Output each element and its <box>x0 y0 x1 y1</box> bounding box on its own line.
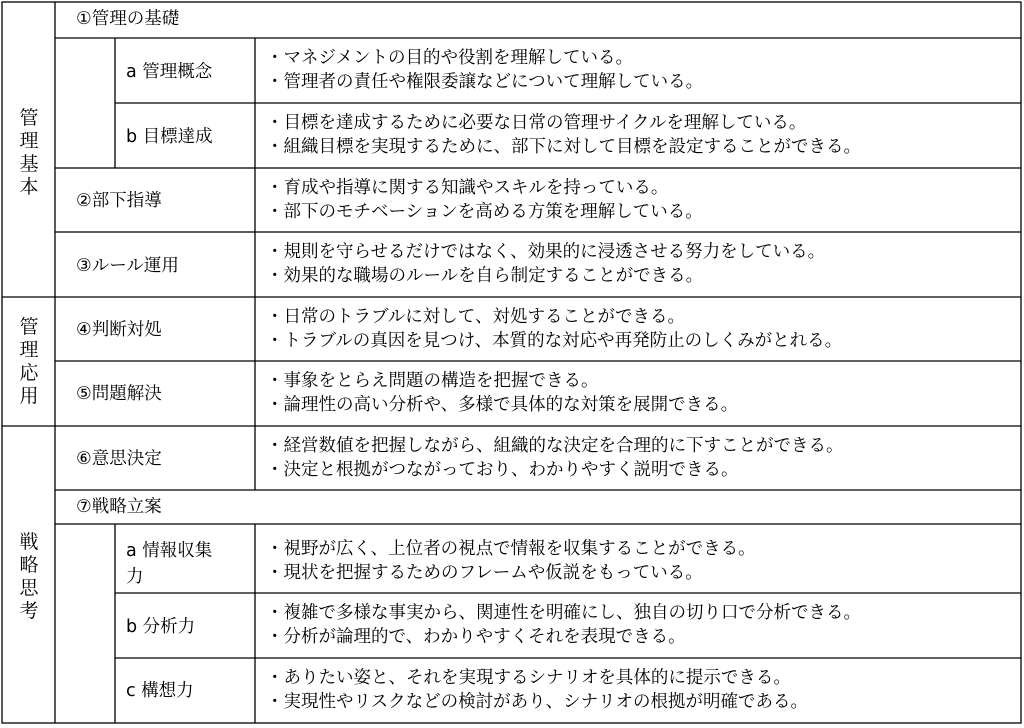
desc-line: ・育成や指導に関する知識やスキルを持っている。 <box>266 178 669 198</box>
category-kanri-kihon <box>18 107 40 199</box>
item-label-ishi-kettei: ⑥意思決定 <box>76 449 162 469</box>
item-label-rule-unyou: ③ルール運用 <box>76 256 179 276</box>
item-desc-mokuhyou-tassei <box>266 111 861 159</box>
category-kanri-ouyou <box>18 316 40 408</box>
desc-line: ・トラブルの真因を見つけ、本質的な対応や再発防止のしくみがとれる。 <box>266 331 843 351</box>
item-desc-jouhou-shuushuu <box>266 537 756 585</box>
desc-line: ・部下のモチベーションを高める方策を理解している。 <box>266 202 703 222</box>
item-label-kanri-gainen: a 管理概念 <box>126 62 213 82</box>
item-desc-kousou <box>266 666 808 714</box>
item-label-mondai-kaiketsu: ⑤問題解決 <box>76 384 162 404</box>
category-label: 戦略思考 <box>19 531 39 622</box>
desc-line: ・効果的な職場のルールを自ら制定することができる。 <box>266 266 704 286</box>
item-label-senryaku-ritsuan: ⑦戦略立案 <box>76 497 162 517</box>
desc-line: ・ありたい姿と、それを実現するシナリオを具体的に提示できる。 <box>266 668 791 688</box>
item-label-bunseki: b 分析力 <box>126 617 196 637</box>
desc-line: ・日常のトラブルに対して、対処することができる。 <box>266 307 685 327</box>
item-label-jouhou-shuushuu-line1: a 情報収集 <box>126 541 213 561</box>
desc-line: ・分析が論理的で、わかりやすくそれを表現できる。 <box>266 627 686 647</box>
category-label: 管理基本 <box>19 107 39 198</box>
item-desc-buka-shidou <box>266 176 703 224</box>
item-label-handan-taisho: ④判断対処 <box>76 320 162 340</box>
category-label: 管理応用 <box>19 316 39 407</box>
desc-line: ・実現性やリスクなどの検討があり、シナリオの根拠が明確である。 <box>266 692 808 712</box>
desc-line: ・決定と根拠がつながっており、わかりやすく説明できる。 <box>266 460 739 480</box>
item-label-kiso: ①管理の基礎 <box>76 9 180 29</box>
desc-line: ・視野が広く、上位者の視点で情報を収集することができる。 <box>266 539 756 559</box>
item-desc-mondai-kaiketsu <box>266 369 738 417</box>
item-label-mokuhyou-tassei: b 目標達成 <box>126 127 213 147</box>
desc-line: ・規則を守らせるだけではなく、効果的に浸透させる努力をしている。 <box>266 242 826 262</box>
item-label-jouhou-shuushuu-line2: 力 <box>126 567 144 587</box>
desc-line: ・組織目標を実現するために、部下に対して目標を設定することができる。 <box>266 137 861 157</box>
item-label-kousou: c 構想力 <box>126 681 194 701</box>
desc-line: ・マネジメントの目的や役割を理解している。 <box>266 48 633 68</box>
item-desc-handan-taisho <box>266 305 842 353</box>
desc-line: ・経営数値を把握しながら、組織的な決定を合理的に下すことができる。 <box>266 436 844 456</box>
desc-line: ・現状を把握するためのフレームや仮説をもっている。 <box>266 563 703 583</box>
desc-line: ・論理性の高い分析や、多様で具体的な対策を展開できる。 <box>266 395 739 415</box>
item-desc-bunseki <box>266 601 861 649</box>
desc-line: ・複雑で多様な事実から、関連性を明確にし、独自の切り口で分析できる。 <box>266 603 861 623</box>
desc-line: ・管理者の責任や権限委譲などについて理解している。 <box>266 72 704 92</box>
item-desc-ishi-kettei <box>266 434 844 482</box>
desc-line: ・目標を達成するために必要な日常の管理サイクルを理解している。 <box>266 113 807 133</box>
item-desc-rule-unyou <box>266 240 825 288</box>
item-label-buka-shidou: ②部下指導 <box>76 191 162 211</box>
item-desc-kanri-gainen <box>266 46 703 94</box>
desc-line: ・事象をとらえ問題の構造を把握できる。 <box>266 371 599 391</box>
category-senryaku-shikou <box>18 531 40 623</box>
